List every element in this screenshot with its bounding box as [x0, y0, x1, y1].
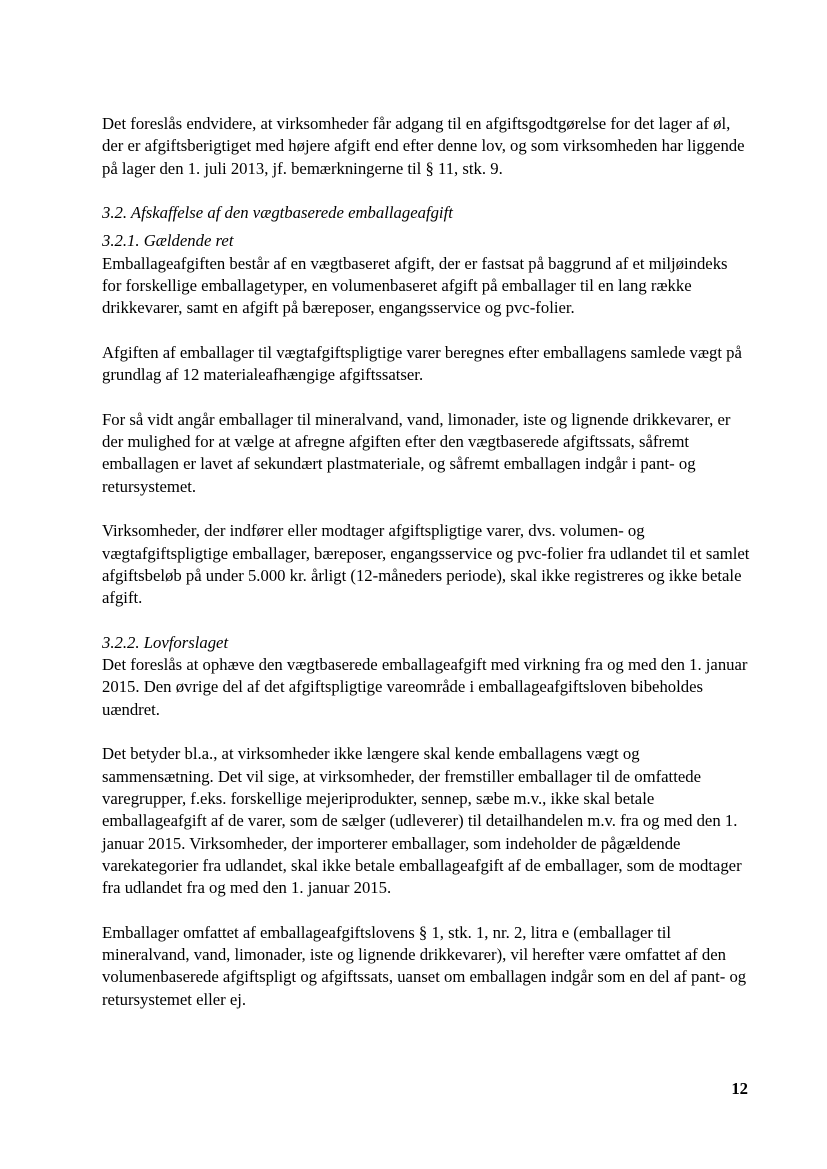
- document-body: [102, 113, 751, 1011]
- body-paragraph: Virksomheder, der indfører eller modtager afgiftspligtige varer, dvs. volumen- og vægtafgiftspligtige emballager, bæreposer, engangsservice og pvc-folier fra udlandet til et samlet afgiftsbeløb på under 5.000 kr. årligt (12-måneders periode), skal ikke registreres og ikke betale afgift.: [102, 521, 750, 608]
- body-paragraph: Afgiften af emballager til vægtafgiftspligtige varer beregnes efter emballagens samlede vægt på grundlag af 12 materialeafhængige afgiftssatser.: [102, 342, 742, 385]
- subsection-heading: 3.2.2. Lovforslaget: [102, 632, 229, 652]
- body-paragraph: Det foreslås at ophæve den vægtbaserede emballageafgift med virkning fra og med den 1. januar 2015. Den øvrige del af det afgiftspligtige vareområde i emballageafgiftsloven bibeholdes uændret.: [102, 655, 748, 719]
- page-number: 12: [731, 1079, 748, 1098]
- body-paragraph: Emballageafgiften består af en vægtbaseret afgift, der er fastsat på baggrund af et miljøindeks for forskellige emballagetyper, en volumenbaseret afgift på emballager til en lang række drikkevarer, samt en afgift på bæreposer, engangsservice og pvc-folier.: [102, 253, 728, 318]
- body-paragraph: Emballager omfattet af emballageafgiftslovens § 1, stk. 1, nr. 2, litra e (emballager til mineralvand, vand, limonader, iste og lignende drikkevarer), vil herefter være omfattet af den volumenbaserede afgiftspligt og afgiftssats, uanset om emballagen indgår som en del af pant- og retursystemet eller ej.: [102, 922, 747, 1009]
- body-paragraph: Det betyder bl.a., at virksomheder ikke længere skal kende emballagens vægt og sammensætning. Det vil sige, at virksomheder, der fremstiller emballager til de omfattede varegrupper, f.eks. forskellige mejeriprodukter, sennep, sæbe m.v., ikke skal betale emballageafgift af de varer, som de sælger (udleverer) til detailhandelen m.v. fra og med den 1. januar 2015. Virksomheder, der importerer emballager, som indeholder de pågældende varekategorier fra udlandet, skal ikke betale emballageafgift af de emballager, som de modtager fra udlandet fra og med den 1. januar 2015.: [102, 744, 742, 898]
- subsection-heading: 3.2.1. Gældende ret: [102, 231, 234, 251]
- body-paragraph: For så vidt angår emballager til mineralvand, vand, limonader, iste og lignende drikkevarer, er der mulighed for at vælge at afregne afgiften efter den vægtbaserede afgiftssats, såfremt emballagen er lavet af sekundært plastmateriale, og såfremt emballagen indgår i pant- og retursystemet.: [102, 409, 731, 496]
- body-paragraph: Det foreslås endvidere, at virksomheder får adgang til en afgiftsgodtgørelse for det lager af øl, der er afgiftsberigtiget med højere afgift end efter denne lov, og som virksomheden har liggende på lager den 1. juli 2013, jf. bemærkningerne til § 11, stk. 9.: [102, 114, 745, 178]
- section-heading: 3.2. Afskaffelse af den vægtbaserede emballageafgift: [102, 203, 453, 223]
